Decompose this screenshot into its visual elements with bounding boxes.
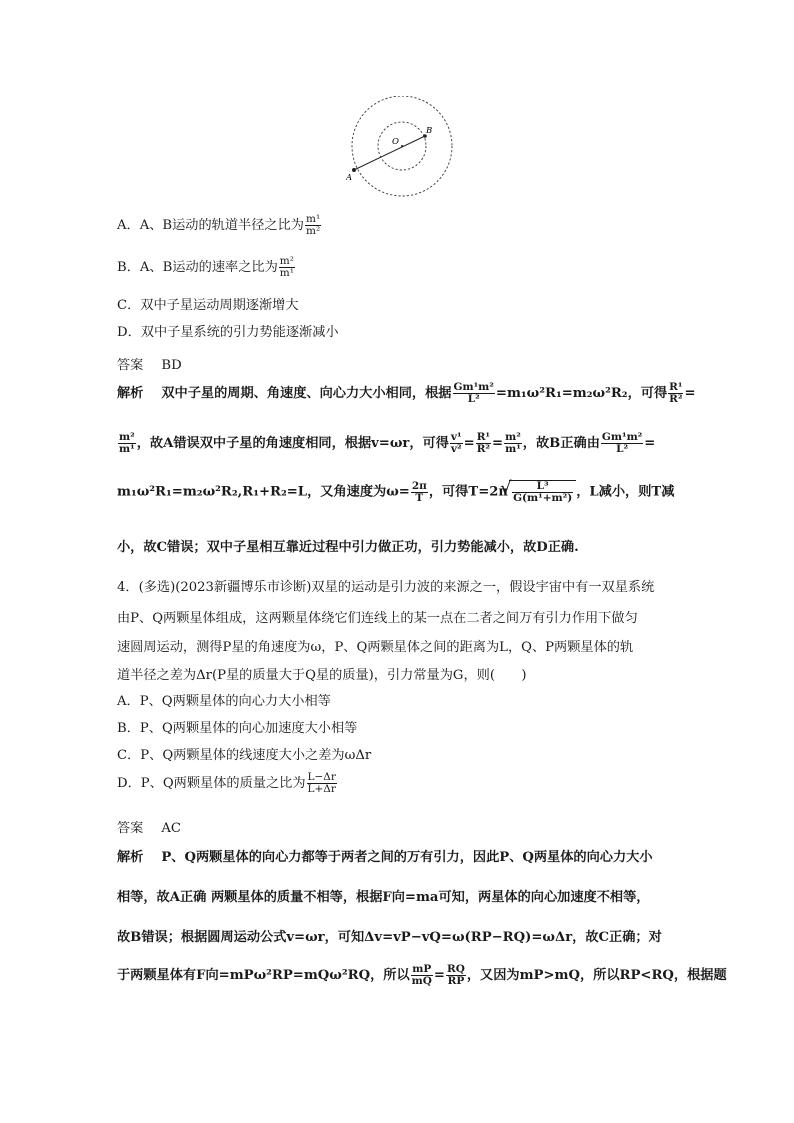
binary-star-diagram [346,96,458,208]
label-a: A [346,173,353,183]
q4-option-a: A．P、Q两颗星体的向心力大小相等 [117,694,331,709]
center-o [401,145,403,147]
q4-explain-line3: 故B错误；根据圆周运动公式v=ωr，可知Δv=vP−vQ=ω(RP−RQ)=ωΔr，故C正确；对 [117,930,662,945]
q3-option-c: C．双中子星运动周期逐渐增大 [117,298,299,313]
q3-option-a: A．A、B运动的轨道半径之比为 $\frac{\text{m¹}}{\text{m²}}$ [117,213,321,238]
q3-explain-line4: 小，故C错误；双中子星相互靠近过程中引力做正功，引力势能减小，故D正确. [117,540,579,555]
q4-line4: 道半径之差为Δr(P星的质量大于Q星的质量)，引力常量为G，则( ) [117,668,527,683]
label-o: O [392,137,399,147]
q4-answer: 答案 AC [117,821,181,836]
q3-explain-line3: m₁ω²R₁=m₂ω²R₂,R₁+R₂=L，又角速度为ω= $\frac{2\pi}{T}$ ，可得T=2π √ $\frac{\text{L³}}{\text{G(m¹+m²)}}$ ，L减小，则T减 [117,480,674,504]
q4-line1: 4．(多选)(2023新疆博乐市诊断)双星的运动是引力波的来源之一，假设宇宙中有一双星系统 [117,580,655,595]
q3-explain-line1: 解析 双中子星的周期、角速度、向心力大小相同，根据 $\frac{\text{Gm¹m²}}{\text{L²}}$ =m₁ω²R₁=m₂ω²R₂，可得 $\frac{\text{R¹}}{\text{R²}}$ = [117,381,696,406]
q4-explain-line2: 相等，故A正确 两颗星体的质量不相等，根据F向=ma可知，两星体的向心加速度不相等， [117,890,650,905]
q3-explain-line2: $\frac{\text{m²}}{\text{m¹}}$ ，故A错误双中子星的角速度相同，根据v=ωr，可得 $\frac{\text{v¹}}{\text{v²}}$ = $\frac{\text{R¹}}{\text{R²}}$ = $\frac{\text{m²}}{\text{m¹}}$ ，故B正确由 $\frac{\text{Gm¹m²}}{\text{L²}}$ = [119,431,656,456]
q4-option-b: B．P、Q两颗星体的向心加速度大小相等 [117,721,358,736]
q3-answer: 答案 BD [117,358,182,373]
q4-line3: 速圆周运动，测得P星的角速度为ω，P、Q两颗星体之间的距离为L，Q、P两颗星体的轨 [117,640,634,655]
q3-option-b: B．A、B运动的速率之比为 $\frac{\text{m²}}{\text{m¹}}$ [117,255,294,280]
q4-option-c: C．P、Q两颗星体的线速度大小之差为ωΔr [117,748,372,763]
connecting-line [354,136,425,170]
frac: $\frac{\text{m¹}}{\text{m²}}$ [306,213,321,238]
q4-explain-line1: 解析 P、Q两颗星体的向心力都等于两者之间的万有引力，因此P、Q两星体的向心力大小 [117,850,653,865]
frac: $\frac{\text{m²}}{\text{m¹}}$ [279,255,294,280]
q4-option-d: D．P、Q两颗星体的质量之比为 $\frac{L-\Delta r}{L+\Delta r}$ [117,771,336,796]
q4-explain-line4: 于两颗星体有F向=mPω²RP=mQω²RQ，所以 $\frac{mP}{mQ}$ = $\frac{RQ}{RP}$ ，又因为mP>mQ，所以RP<RQ，根据题 [117,963,727,988]
q3-option-d: D．双中子星系统的引力势能逐渐减小 [117,325,339,340]
label-b: B [426,126,433,136]
star-a [352,168,356,172]
q4-line2: 由P、Q两颗星体组成，这两颗星体绕它们连线上的某一点在二者之间万有引力作用下做匀 [117,611,638,626]
